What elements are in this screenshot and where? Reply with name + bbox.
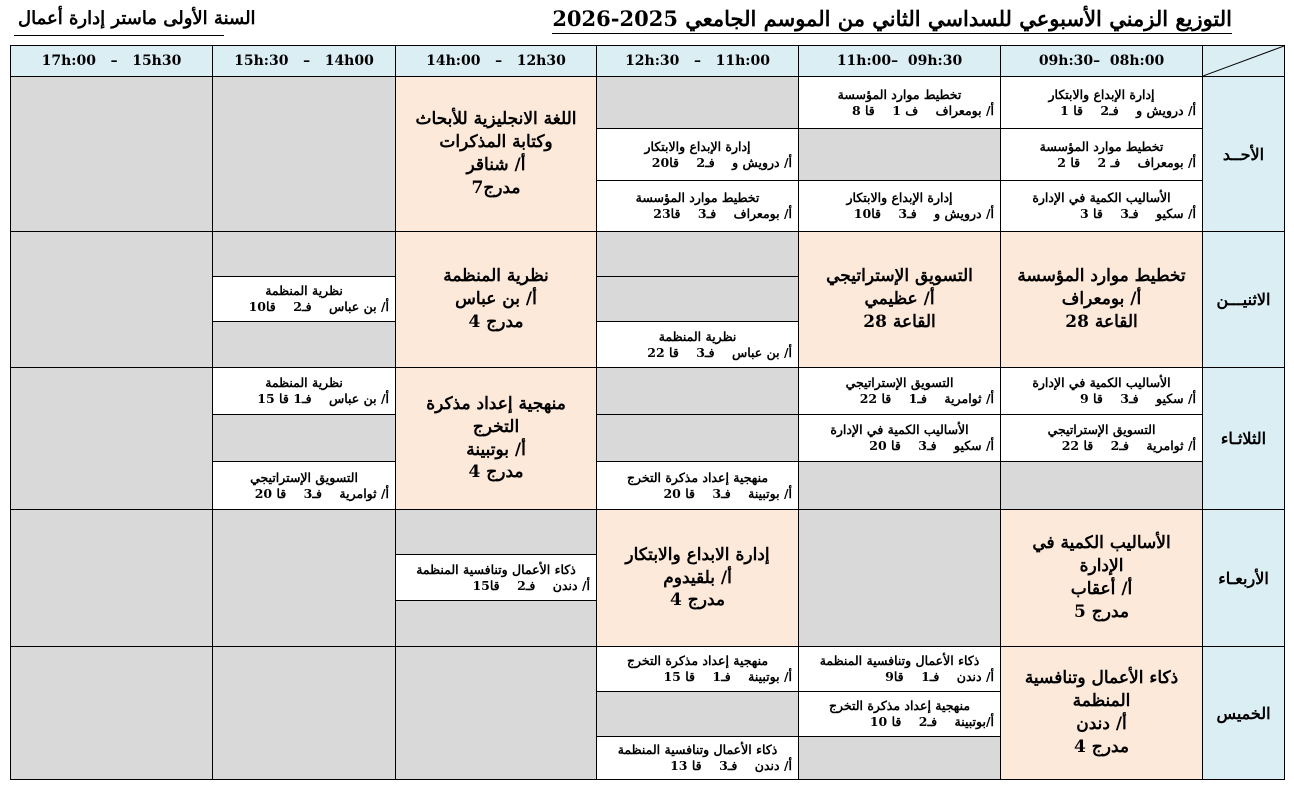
empty-cell: [395, 600, 597, 647]
empty-cell: [798, 128, 1001, 181]
empty-cell: [212, 321, 396, 368]
page-title: التوزيع الزمني الأسبوعي للسداسي الثاني من الموسم الجامعي 2025-2026: [552, 6, 1232, 31]
empty-cell: [395, 509, 597, 555]
session-cell: منهجية إعداد مذكرة التخرج أ/ بوتبينة فـ1 قا 15: [596, 646, 799, 692]
day-tuesday: الثلاثـاء: [1202, 367, 1285, 510]
time-slot-header-4: 14h:00 – 12h30: [395, 45, 597, 77]
session-cell: إدارة الإبداع والابتكار أ/ درويش و فـ2 قا20: [596, 128, 799, 181]
session-cell: الأساليب الكمية في الإدارة أ/ سكيو فـ3 قا 20: [798, 414, 1001, 462]
empty-cell: [10, 76, 213, 232]
empty-cell: [10, 646, 213, 780]
empty-cell: [798, 509, 1001, 647]
empty-cell: [212, 509, 396, 647]
session-cell: منهجية إعداد مذكرة التخرج أ/ بوتبينة فـ3 قا 20: [596, 461, 799, 510]
time-slot-header-2: 11h:00– 09h:30: [798, 45, 1001, 77]
corner-cell: [1202, 45, 1285, 77]
session-cell: الأساليب الكمية في الإدارة أ/ سكيو فـ3 قا 9: [1000, 367, 1203, 415]
time-slot-header-1: 09h:30– 08h:00: [1000, 45, 1203, 77]
empty-cell: [596, 414, 799, 462]
empty-cell: [596, 76, 799, 129]
lecture-cell: منهجية إعداد مذكرة التخرج أ/ بوتبينة مدرج 4: [395, 367, 597, 510]
empty-cell: [10, 367, 213, 510]
empty-cell: [212, 646, 396, 780]
session-cell: ذكاء الأعمال وتنافسية المنظمة أ/ دندن فـ1 قا9: [798, 646, 1001, 692]
session-cell: تخطيط موارد المؤسسة أ/ بومعراف فـ3 قا23: [596, 180, 799, 232]
time-slot-header-3: 12h:30 – 11h:00: [596, 45, 799, 77]
empty-cell: [212, 414, 396, 462]
session-cell: إدارة الإبداع والابتكار أ/ درويش و فـ2 قا 1: [1000, 76, 1203, 129]
session-cell: ذكاء الأعمال وتنافسية المنظمة أ/ دندن فـ2 قا15: [395, 554, 597, 601]
timetable-grid: [10, 45, 1285, 780]
session-cell: التسويق الإستراتيجي أ/ ثوامرية فـ1 قا 22: [798, 367, 1001, 415]
time-slot-header-5: 15h:30 – 14h00: [212, 45, 396, 77]
empty-cell: [212, 76, 396, 232]
session-cell: منهجية إعداد مذكرة التخرج أ/بوتبينة فـ2 قا 10: [798, 691, 1001, 737]
lecture-cell: الأساليب الكمية في الإدارة أ/ أعقاب مدرج 5: [1000, 509, 1203, 647]
lecture-cell: نظرية المنظمة أ/ بن عباس مدرج 4: [395, 231, 597, 368]
day-monday: الاثنيـــن: [1202, 231, 1285, 368]
empty-cell: [798, 461, 1001, 510]
session-cell: التسويق الإستراتيجي أ/ ثوامرية فـ2 قا 22: [1000, 414, 1203, 462]
lecture-cell: ذكاء الأعمال وتنافسية المنظمة أ/ دندن مدرج 4: [1000, 646, 1203, 780]
program-year-label: السنة الأولى ماستر إدارة أعمال: [18, 8, 256, 29]
empty-cell: [10, 231, 213, 368]
empty-cell: [596, 691, 799, 737]
empty-cell: [798, 736, 1001, 780]
lecture-cell: التسويق الإستراتيجي أ/ عظيمي القاعة 28: [798, 231, 1001, 368]
empty-cell: [596, 231, 799, 277]
day-sunday: الأحــد: [1202, 76, 1285, 232]
empty-cell: [395, 646, 597, 780]
lecture-cell: إدارة الابداع والابتكار أ/ بلقيدوم مدرج 4: [596, 509, 799, 647]
lecture-cell: تخطيط موارد المؤسسة أ/ بومعراف القاعة 28: [1000, 231, 1203, 368]
empty-cell: [212, 231, 396, 277]
session-cell: نظرية المنظمة أ/ بن عباس فـ1 قا 15: [212, 367, 396, 415]
empty-cell: [596, 367, 799, 415]
session-cell: تخطيط موارد المؤسسة أ/ بومعراف ف 1 قا 8: [798, 76, 1001, 129]
session-cell: التسويق الإستراتيجي أ/ ثوامرية فـ3 قا 20: [212, 461, 396, 510]
empty-cell: [1000, 461, 1203, 510]
session-cell: نظرية المنظمة أ/ بن عباس فـ3 قا 22: [596, 321, 799, 368]
session-cell: إدارة الإبداع والابتكار أ/ درويش و فـ3 قا10: [798, 180, 1001, 232]
lecture-cell: اللغة الانجليزية للأبحاث وكتابة المذكرات أ/ شناقر مدرج7: [395, 76, 597, 232]
session-cell: نظرية المنظمة أ/ بن عباس فـ2 قا10: [212, 276, 396, 322]
day-thursday: الخميس: [1202, 646, 1285, 780]
empty-cell: [10, 509, 213, 647]
session-cell: ذكاء الأعمال وتنافسية المنظمة أ/ دندن فـ3 قا 13: [596, 736, 799, 780]
session-cell: الأساليب الكمية في الإدارة أ/ سكيو فـ3 قا 3: [1000, 180, 1203, 232]
day-wednesday: الأربعـاء: [1202, 509, 1285, 647]
session-cell: تخطيط موارد المؤسسة أ/ بومعراف فـ 2 قا 2: [1000, 128, 1203, 181]
empty-cell: [596, 276, 799, 322]
time-slot-header-6: 17h:00 – 15h30: [10, 45, 213, 77]
